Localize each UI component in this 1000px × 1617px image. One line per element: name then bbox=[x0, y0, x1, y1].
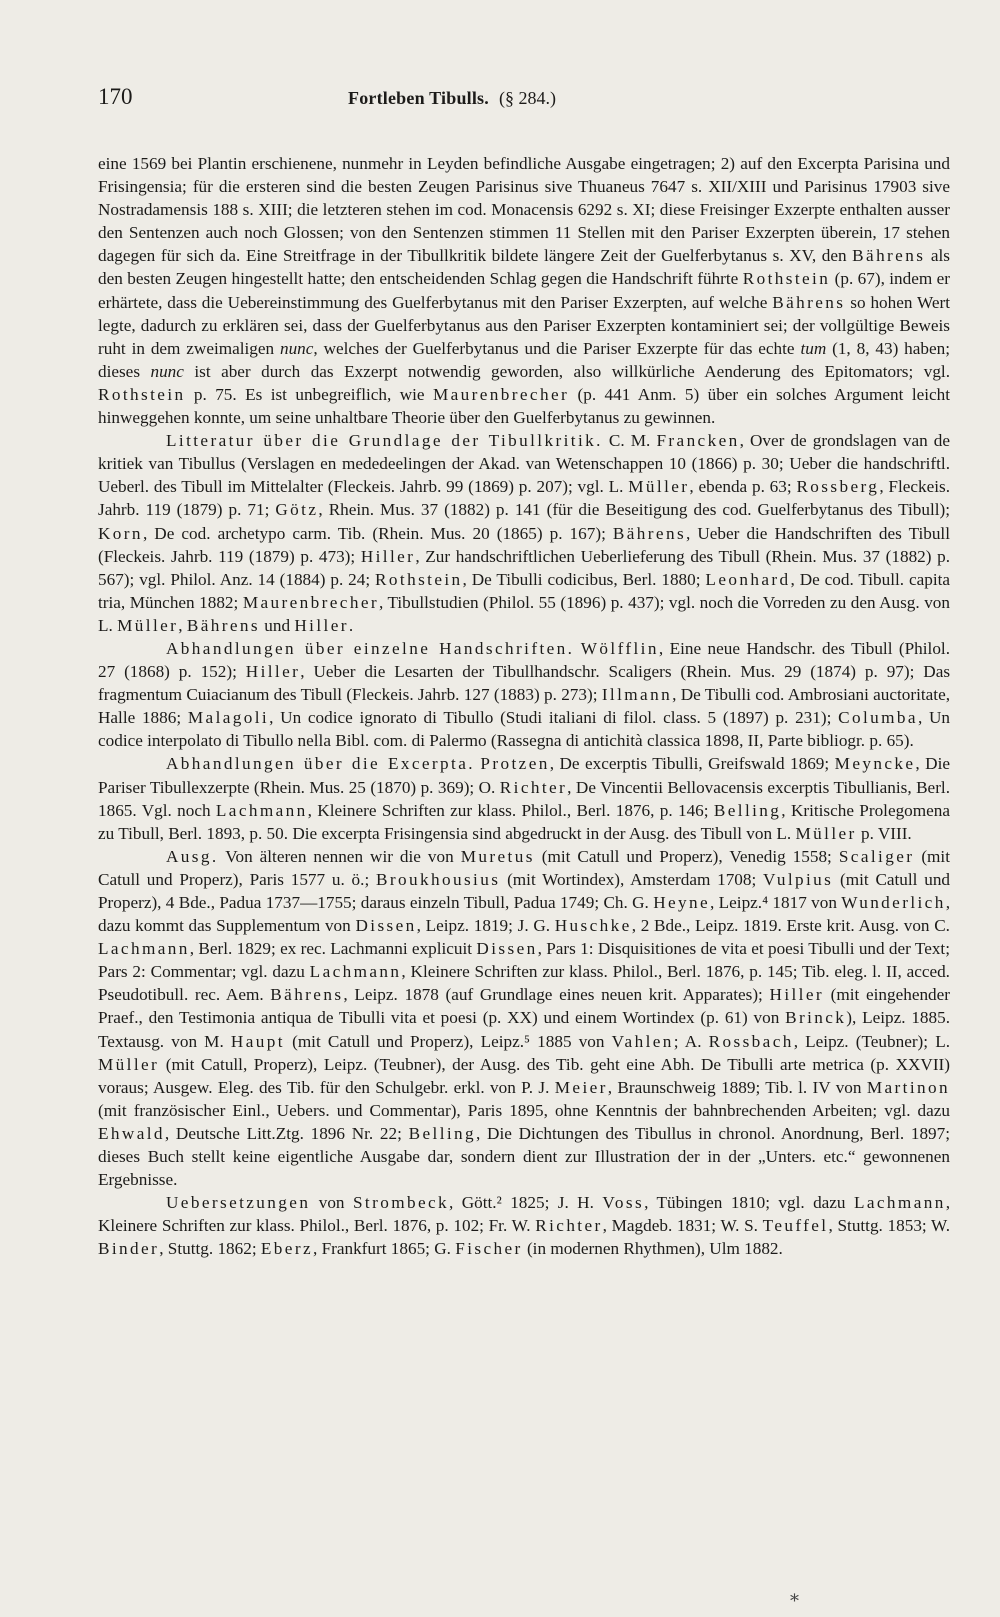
paragraph-excerpta: Abhandlungen über die Excerpta. Protzen, De excerptis Tibulli, Greifswald 1869; Meyncke, Die Pariser Tibullexzerpte (Rhein. Mus. 25 (1870) p. 369); O. Richter, De Vincentii Bellovacensis excerptis Tibullianis, Berl. 1865. Vgl. noch Lachmann, Kleinere Schriften zur klass. Philol., Berl. 1876, p. 146; Belling, Kritische Prolegomena zu Tibull, Berl. 1893, p. 50. Die excerpta Frisingensia sind abgedruckt in der Ausg. des Tibull von L. Müller p. VIII. bbox=[98, 754, 950, 843]
paragraph-literature: Litteratur über die Grundlage der Tibullkritik. C. M. Francken, Over de grondslagen van de kritiek van Tibullus (Verslagen en mededeelingen der Akad. van Wetenschappen 10 (1866) p. 30; Ueber die handschriftl. Ueberl. des Tibull im Mittelalter (Fleckeis. Jahrb. 99 (1869) p. 207); vgl. L. Müller, ebenda p. 63; Rossberg, Fleckeis. Jahrb. 119 (1879) p. 71; Götz, Rhein. Mus. 37 (1882) p. 141 (für die Beseitigung des cod. Guelferbytanus des Tibull); Korn, De cod. archetypo carm. Tib. (Rhein. Mus. 20 (1865) p. 167); Bährens, Ueber die Handschriften des Tibull (Fleckeis. Jahrb. 119 (1879) p. 473); Hiller, Zur handschriftlichen Ueberlieferung des Tibull (Rhein. Mus. 37 (1882) p. 567); vgl. Philol. Anz. 14 (1884) p. 24; Rothstein, De Tibulli codicibus, Berl. 1880; Leonhard, De cod. Tibull. capita tria, München 1882; Maurenbrecher, Tibullstudien (Philol. 55 (1896) p. 437); vgl. noch die Vorreden zu den Ausg. von L. Müller, Bährens und Hiller. bbox=[98, 431, 951, 635]
section-heading: Ausg. bbox=[166, 846, 219, 866]
paragraph-translations: Uebersetzungen von Strombeck, Gött.² 1825; J. H. Voss, Tübingen 1810; vgl. dazu Lachmann, Kleinere Schriften zur klass. Philol., Berl. 1876, p. 102; Fr. W. Richter, Magdeb. 1831; W. S. Teuffel, Stuttg. 1853; W. Binder, Stuttg. 1862; Eberz, Frankfurt 1865; G. Fischer (in modernen Rhythmen), Ulm 1882. bbox=[98, 1193, 951, 1259]
section-heading: Abhandlungen über die Excerpta. bbox=[166, 754, 475, 774]
running-header bbox=[98, 84, 950, 124]
body-text bbox=[98, 152, 950, 1261]
stray-mark-icon: ⁎ bbox=[790, 1585, 799, 1605]
running-head-title: Fortleben Tibulls. bbox=[348, 88, 489, 108]
section-heading: Abhandlungen über einzelne Handschriften. bbox=[166, 638, 575, 658]
section-heading: Litteratur über die Grundlage der Tibullkritik. bbox=[166, 431, 603, 451]
page-number: 170 bbox=[98, 84, 133, 109]
section-heading: Uebersetzungen bbox=[166, 1193, 311, 1213]
paragraph-editions: Ausg. Von älteren nennen wir die von Muretus (mit Catull und Properz), Venedig 1558; Scaliger (mit Catull und Properz), Paris 1577 u. ö.; Broukhousius (mit Wortindex), Amsterdam 1708; Vulpius (mit Catull und Properz), 4 Bde., Padua 1737—1755; daraus einzeln Tibull, Padua 1749; Ch. G. Heyne, Leipz.⁴ 1817 von Wunderlich, dazu kommt das Supplementum von Dissen, Leipz. 1819; J. G. Huschke, 2 Bde., Leipz. 1819. Erste krit. Ausg. von C. Lachmann, Berl. 1829; ex rec. Lachmanni explicuit Dissen, Pars 1: Disquisitiones de vita et poesi Tibulli und der Text; Pars 2: Commentar; vgl. dazu Lachmann, Kleinere Schriften zur klass. Philol., Berl. 1876, p. 145; Tib. eleg. l. II, acced. Pseudotibull. rec. Aem. Bährens, Leipz. 1878 (auf Grundlage eines neuen krit. Apparates); Hiller (mit eingehender Praef., den Testimonia antiqua de Tibulli vita et poesi (p. XX) und einem Wortindex (p. 61) von Brinck), Leipz. 1885. Textausg. von M. Haupt (mit Catull und Properz), Leipz.⁵ 1885 von Vahlen; A. Rossbach, Leipz. (Teubner); L. Müller (mit Catull, Properz), Leipz. (Teubner), der Ausg. des Tib. geht eine Abh. De Tibulli arte metrica (p. XXVII) voraus; Ausgew. Eleg. des Tib. für den Schulgebr. erkl. von P. J. Meier, Braunschweig 1889; Tib. l. IV von Martinon (mit französischer Einl., Uebers. und Commentar), Paris 1895, ohne Kenntnis der bahnbrechenden Arbeiten; vgl. dazu Ehwald, Deutsche Litt.Ztg. 1896 Nr. 22; Belling, Die Dichtungen des Tibullus in chronol. Anordnung, Berl. 1897; dieses Buch stellt keine eigentliche Ausgabe dar, sondern dient zur Illustration der in der „Unters. etc.“ gewonnenen Ergebnisse. bbox=[98, 846, 951, 1190]
section-reference: (§ 284.) bbox=[498, 88, 556, 108]
paragraph-manuscripts: Abhandlungen über einzelne Handschriften. Wölfflin, Eine neue Handschr. des Tibull (Philol. 27 (1868) p. 152); Hiller, Ueber die Lesarten der Tibullhandschr. Scaligers (Rhein. Mus. 29 (1874) p. 97); Das fragmentum Cuiacianum des Tibull (Fleckeis. Jahrb. 127 (1883) p. 273); Illmann, De Tibulli cod. Ambrosiani auctoritate, Halle 1886; Malagoli, Un codice ignorato di Tibullo (Studi italiani di filol. class. 5 (1897) p. 231); Columba, Un codice interpolato di Tibullo nella Bibl. com. di Palermo (Rassegna di antichità classica 1898, II, Parte bibliogr. p. 65). bbox=[98, 638, 951, 751]
paragraph-continuation: eine 1569 bei Plantin erschienene, nunmehr in Leyden befindliche Ausgabe eingetragen; 2) auf den Excerpta Parisina und Frisingensia; für die ersteren sind die besten Zeugen Parisinus sive Thuaneus 7647 s. XII/XIII und Parisinus 17903 sive Nostradamensis 188 s. XIII; die letzteren stehen im cod. Monacensis 6292 s. XI; diese Freisinger Exzerpte enthalten ausser den Sentenzen auch noch Glossen; von den Sentenzen stimmen 11 Stellen mit den Pariser Exzerpten überein, 17 stehen dagegen für sich da. Eine Streitfrage in der Tibullkritik bildete längere Zeit der Guelferbytanus s. XV, den Bährens als den besten Zeugen hingestellt hatte; den entscheidenden Schlag gegen die Handschrift führte Rothstein (p. 67), indem er erhärtete, dass die Uebereinstimmung des Guelferbytanus mit den Pariser Exzerpten, auf welche Bährens so hohen Wert legte, dadurch zu erklären sei, dass der Guelferbytanus aus den Pariser Exzerpten kontaminiert sei; der vollgültige Beweis ruht in dem zweimaligen nunc, welches der Guelferbytanus und die Pariser Exzerpte für das echte tum (1, 8, 43) haben; dieses nunc ist aber durch das Exzerpt notwendig geworden, also willkürliche Aenderung des Epitomators; vgl. Rothstein p. 75. Es ist unbegreiflich, wie Maurenbrecher (p. 441 Anm. 5) über ein solches Argument leicht hinweggehen konnte, um seine unhaltbare Theorie über den Guelferbytanus zu gewinnen. bbox=[98, 154, 950, 428]
